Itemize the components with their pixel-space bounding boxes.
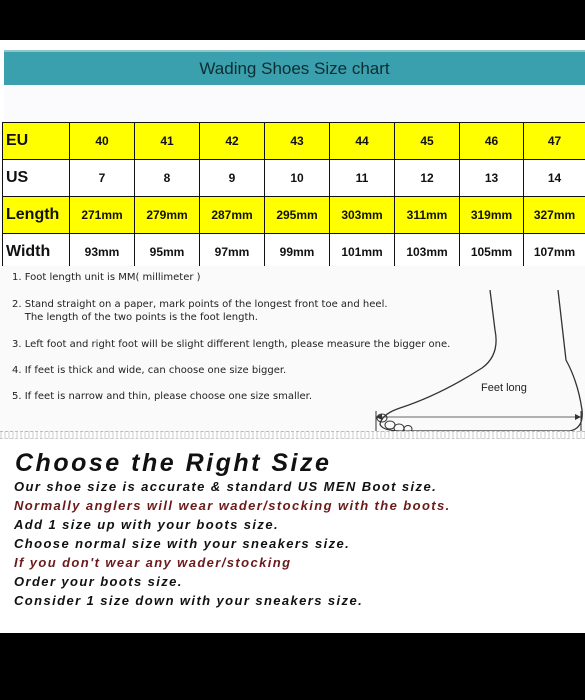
size-row-length	[3, 197, 585, 234]
size-cell: 10	[265, 160, 330, 197]
size-cell: 41	[135, 123, 200, 160]
size-cell: 95mm	[135, 234, 200, 271]
size-cell: 105mm	[460, 234, 524, 271]
note-3: 3. Left foot and right foot will be slight different length, please measure the bigger one.	[12, 339, 451, 350]
row-label: US	[3, 160, 70, 197]
size-cell: 11	[330, 160, 395, 197]
note-4: 4. If feet is thick and wide, can choose one size bigger.	[12, 365, 287, 376]
note-1: 1. Foot length unit is MM( millimeter )	[12, 272, 201, 283]
note-5: 5. If feet is narrow and thin, please choose one size smaller.	[12, 391, 313, 402]
size-cell: 271mm	[70, 197, 135, 234]
foot-diagram-icon	[370, 290, 585, 435]
section-heading: Choose the Right Size	[15, 449, 332, 477]
tip-line: Add 1 size up with your boots size.	[14, 517, 279, 532]
size-cell: 8	[135, 160, 200, 197]
row-label: Width	[3, 234, 70, 271]
size-cell: 311mm	[395, 197, 460, 234]
size-cell: 7	[70, 160, 135, 197]
note-2-continued: The length of the two points is the foot length.	[12, 312, 258, 323]
size-row-width	[3, 234, 585, 271]
size-cell: 44	[330, 123, 395, 160]
tip-line: If you don't wear any wader/stocking	[14, 555, 292, 570]
size-row-eu	[3, 123, 585, 160]
tip-line: Consider 1 size down with your sneakers size.	[14, 593, 364, 608]
size-cell: 101mm	[330, 234, 395, 271]
size-cell: 46	[460, 123, 524, 160]
row-label: EU	[3, 123, 70, 160]
tip-line: Our shoe size is accurate & standard US MEN Boot size.	[14, 479, 438, 494]
size-cell: 319mm	[460, 197, 524, 234]
size-cell: 12	[395, 160, 460, 197]
size-chart-page	[0, 40, 585, 633]
size-row-us	[3, 160, 585, 197]
size-cell: 13	[460, 160, 524, 197]
size-cell: 45	[395, 123, 460, 160]
size-cell: 103mm	[395, 234, 460, 271]
chart-title: Wading Shoes Size chart	[4, 50, 585, 85]
divider	[0, 431, 585, 439]
tip-line: Order your boots size.	[14, 574, 183, 589]
spacer-band	[4, 85, 585, 122]
size-cell: 47	[524, 123, 585, 160]
size-cell: 287mm	[200, 197, 265, 234]
note-2: 2. Stand straight on a paper, mark points of the longest front toe and heel.	[12, 299, 388, 310]
size-table	[2, 122, 585, 271]
size-cell: 14	[524, 160, 585, 197]
size-cell: 9	[200, 160, 265, 197]
size-cell: 97mm	[200, 234, 265, 271]
size-cell: 99mm	[265, 234, 330, 271]
size-cell: 327mm	[524, 197, 585, 234]
row-label: Length	[3, 197, 70, 234]
size-cell: 295mm	[265, 197, 330, 234]
size-cell: 93mm	[70, 234, 135, 271]
tip-line: Normally anglers will wear wader/stocking with the boots.	[14, 498, 451, 513]
tip-line: Choose normal size with your sneakers size.	[14, 536, 351, 551]
feet-long-label: Feet long	[481, 382, 527, 394]
size-cell: 40	[70, 123, 135, 160]
size-cell: 303mm	[330, 197, 395, 234]
size-cell: 43	[265, 123, 330, 160]
size-cell: 279mm	[135, 197, 200, 234]
size-cell: 42	[200, 123, 265, 160]
size-cell: 107mm	[524, 234, 585, 271]
